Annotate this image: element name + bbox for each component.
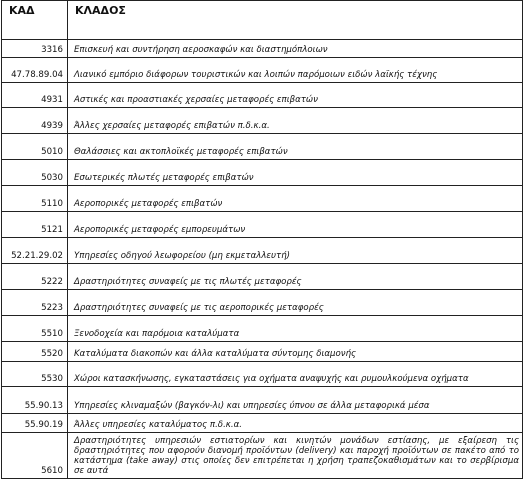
sector-description-cell: Αεροπορικές μεταφορές επιβατών: [68, 186, 523, 212]
kad-code-cell: 5010: [2, 134, 68, 160]
kad-column-header: ΚΑΔ: [2, 1, 68, 40]
kad-code-cell: 5223: [2, 290, 68, 316]
table-row: [2, 186, 523, 212]
table-row: [2, 290, 523, 316]
kad-code-cell: 47.78.89.04: [2, 58, 68, 83]
table-row: [2, 212, 523, 238]
sector-description-cell: Χώροι κατασκήνωσης, εγκαταστάσεις για οχήματα αναψυχής και ρυμουλκούμενα οχήματα: [68, 362, 523, 387]
sector-description-cell: Εσωτερικές πλωτές μεταφορές επιβατών: [68, 160, 523, 186]
kad-code-cell: 5610: [2, 433, 68, 479]
sector-description-cell: Επισκευή και συντήρηση αεροσκαφών και διαστημόπλοιων: [68, 40, 523, 58]
table-row: [2, 433, 523, 479]
sector-description-cell: Δραστηριότητες υπηρεσιών εστιατορίων και κινητών μονάδων εστίασης, με εξαίρεση τις δραστηριότητες που αφορούν διανομή προϊόντων (delivery) και παροχή προϊόντων σε πακέτο από το κατάστημα (take away) στις οποίες δεν επιτρέπεται η χρήση τραπεζοκαθισμάτων και το σερβίρισμα σε αυτά: [68, 433, 523, 479]
table-row: [2, 316, 523, 342]
sector-description-cell: Δραστηριότητες συναφείς με τις πλωτές μεταφορές: [68, 264, 523, 290]
table-row: [2, 362, 523, 387]
kad-code-cell: 3316: [2, 40, 68, 58]
kad-code-cell: 52.21.29.02: [2, 238, 68, 264]
sector-description-cell: Άλλες υπηρεσίες καταλύματος π.δ.κ.α.: [68, 414, 523, 433]
sector-column-header: ΚΛΑΔΟΣ: [68, 1, 523, 40]
sector-description-cell: Αεροπορικές μεταφορές εμπορευμάτων: [68, 212, 523, 238]
table-row: [2, 83, 523, 108]
sector-description-cell: Καταλύματα διακοπών και άλλα καταλύματα σύντομης διαμονής: [68, 342, 523, 362]
table-row: [2, 108, 523, 134]
table-row: [2, 342, 523, 362]
table-row: [2, 387, 523, 414]
kad-code-cell: 4931: [2, 83, 68, 108]
kad-sector-table: [1, 0, 523, 479]
sector-description-cell: Θαλάσσιες και ακτοπλοϊκές μεταφορές επιβατών: [68, 134, 523, 160]
sector-description-cell: Αστικές και προαστιακές χερσαίες μεταφορές επιβατών: [68, 83, 523, 108]
table-row: [2, 238, 523, 264]
table-row: [2, 414, 523, 433]
table-row: [2, 160, 523, 186]
sector-description-cell: Δραστηριότητες συναφείς με τις αεροπορικές μεταφορές: [68, 290, 523, 316]
kad-code-cell: 5510: [2, 316, 68, 342]
sector-description-cell: Άλλες χερσαίες μεταφορές επιβατών π.δ.κ.α.: [68, 108, 523, 134]
kad-code-cell: 55.90.19: [2, 414, 68, 433]
table-row: [2, 264, 523, 290]
table-row: [2, 40, 523, 58]
sector-description-cell: Λιανικό εμπόριο διάφορων τουριστικών και λοιπών παρόμοιων ειδών λαϊκής τέχνης: [68, 58, 523, 83]
sector-description-cell: Υπηρεσίες κλιναμαξών (βαγκόν-λι) και υπηρεσίες ύπνου σε άλλα μεταφορικά μέσα: [68, 387, 523, 414]
kad-code-cell: 4939: [2, 108, 68, 134]
kad-code-cell: 5030: [2, 160, 68, 186]
kad-code-cell: 55.90.13: [2, 387, 68, 414]
table-row: [2, 134, 523, 160]
kad-code-cell: 5121: [2, 212, 68, 238]
kad-code-cell: 5110: [2, 186, 68, 212]
table-header-row: [2, 1, 523, 40]
kad-code-cell: 5222: [2, 264, 68, 290]
table-row: [2, 58, 523, 83]
kad-code-cell: 5520: [2, 342, 68, 362]
sector-description-cell: Ξενοδοχεία και παρόμοια καταλύματα: [68, 316, 523, 342]
sector-description-cell: Υπηρεσίες οδηγού λεωφορείου (μη εκμεταλλευτή): [68, 238, 523, 264]
kad-code-cell: 5530: [2, 362, 68, 387]
